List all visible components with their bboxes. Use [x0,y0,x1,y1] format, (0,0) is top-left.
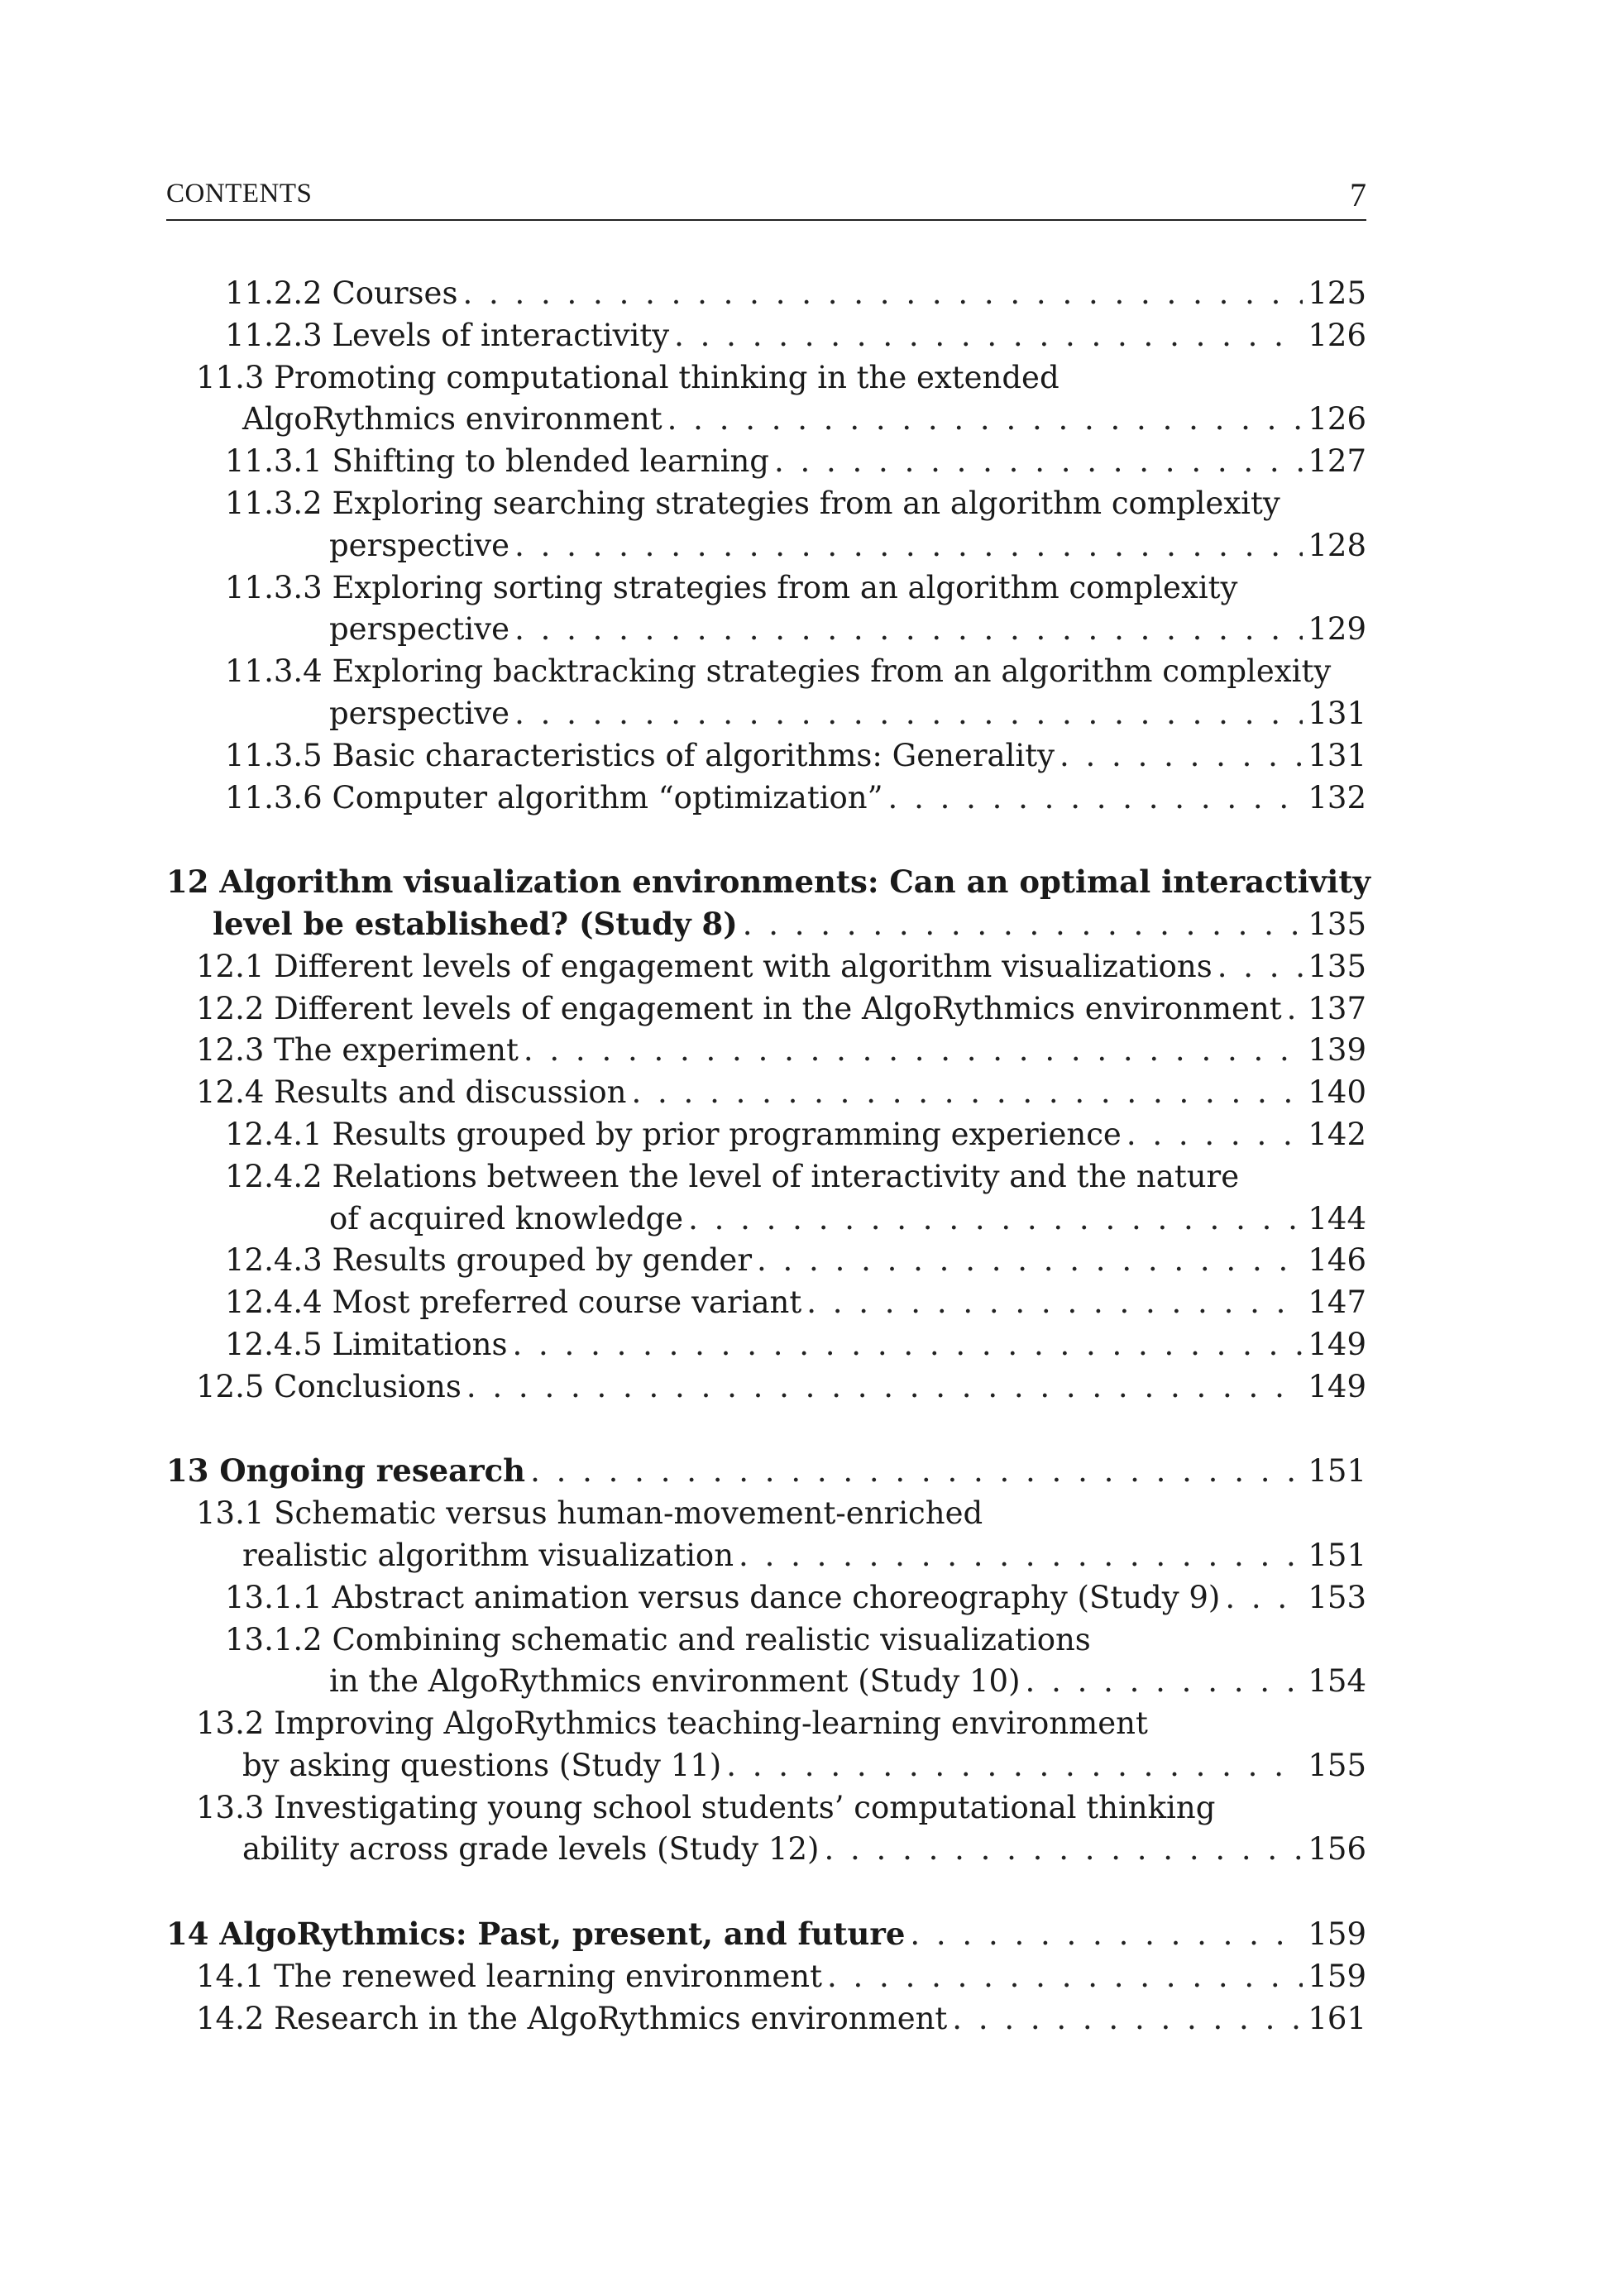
entry-number: 13.3 [196,1789,265,1825]
entry-title: The experiment [274,1032,519,1069]
entry-title: Most preferred course variant [332,1284,802,1321]
dot-leader [1287,988,1303,1031]
entry-number: 12.4 [196,1074,265,1111]
dot-leader [952,1998,1303,2040]
toc-entry-14-1[interactable] [166,1956,1366,1998]
entry-page: 125 [1308,275,1366,311]
entry-title: Levels of interactivity [332,317,670,353]
entry-page: 149 [1308,1368,1366,1404]
toc-chapter-13[interactable] [166,1450,1366,1493]
toc-entry-12-4-5[interactable] [166,1324,1366,1366]
toc-entry-11-3-2[interactable] [166,483,1366,567]
entry-title-continued: in the AlgoRythmics environment (Study 10) [329,1663,1021,1700]
toc-entry-11-3-1[interactable] [166,441,1366,483]
dot-leader [825,1829,1303,1871]
entry-number: 13.1.1 [225,1579,323,1615]
entry-page: 126 [1308,317,1366,353]
toc-entry-11-3[interactable] [166,357,1366,442]
dot-leader [514,525,1303,567]
entry-title-continued: by asking questions (Study 11) [242,1747,722,1783]
entry-number: 12.4.5 [225,1326,323,1362]
entry-title: Computer algorithm “optimization” [332,779,883,816]
toc-entry-12-4-1[interactable] [166,1114,1366,1156]
entry-title: Basic characteristics of algorithms: Generality [332,737,1055,773]
toc-entry-12-1[interactable] [166,946,1366,988]
entry-title: Research in the AlgoRythmics environment [274,2000,948,2036]
dot-leader [688,1198,1303,1241]
entry-title: Results and discussion [274,1074,627,1111]
dot-leader [743,904,1303,946]
dot-leader [910,1914,1303,1956]
entry-page: 154 [1308,1663,1366,1700]
dot-leader [1126,1114,1303,1156]
chapter-page: 159 [1308,1916,1366,1953]
entry-title: Schematic versus human-movement-enriched [274,1495,983,1532]
entry-page: 135 [1308,948,1366,984]
toc-chapter-12[interactable] [166,861,1370,946]
chapter-number: 13 [166,1452,209,1490]
entry-number: 12.5 [196,1368,265,1404]
entry-title: Results grouped by gender [332,1242,753,1279]
entry-number: 13.1.2 [225,1621,323,1657]
entry-number: 11.3.5 [225,737,323,773]
entry-title: Promoting computational thinking in the extended [274,359,1060,395]
entry-title-continued: ability across grade levels (Study 12) [242,1831,820,1868]
entry-page: 153 [1308,1579,1366,1615]
chapter-title: Ongoing research [219,1452,526,1490]
entry-page: 129 [1308,611,1366,648]
dot-leader [466,1366,1303,1409]
dot-leader [667,399,1303,441]
toc-entry-13-1[interactable] [166,1493,1366,1577]
dot-leader [462,273,1303,315]
entry-page: 132 [1308,779,1366,816]
entry-page: 131 [1308,737,1366,773]
toc-entry-12-2[interactable] [166,988,1366,1031]
dot-leader [827,1956,1303,1998]
toc-entry-13-1-2[interactable] [166,1619,1366,1704]
entry-title: Investigating young school students’ computational thinking [274,1789,1216,1825]
entry-title: Relations between the level of interactivity and the nature [332,1158,1240,1194]
dot-leader [774,441,1303,483]
page-number: 7 [1350,176,1366,213]
running-head [166,175,1366,217]
dot-leader [1225,1577,1303,1619]
entry-page: 126 [1308,401,1366,438]
entry-number: 14.1 [196,1958,265,1994]
toc-entry-11-3-4[interactable] [166,651,1366,735]
entry-title-continued: AlgoRythmics environment [242,401,662,438]
dot-leader [1217,946,1303,988]
dot-leader [757,1240,1303,1282]
chapter-page: 151 [1308,1453,1366,1490]
dot-leader [1060,735,1303,777]
entry-page: 161 [1308,2000,1366,2036]
entry-number: 11.3.3 [225,569,323,605]
toc-entry-12-5[interactable] [166,1366,1366,1409]
entry-page: 151 [1308,1537,1366,1573]
dot-leader [674,315,1303,357]
entry-page: 139 [1308,1032,1366,1069]
entry-page: 156 [1308,1831,1366,1868]
entry-number: 12.1 [196,948,265,984]
dot-leader [530,1451,1303,1493]
entry-page: 127 [1308,443,1366,480]
toc-entry-11-2-3[interactable] [166,315,1366,357]
entry-page: 146 [1308,1242,1366,1279]
chapter-page: 135 [1308,906,1366,942]
toc-entry-12-4-3[interactable] [166,1240,1366,1282]
entry-number: 12.4.2 [225,1158,323,1194]
entry-title: Different levels of engagement with algorithm visualizations [274,948,1213,984]
entry-title-continued: of acquired knowledge [329,1200,684,1236]
entry-page: 137 [1308,990,1366,1026]
entry-number: 11.2.2 [225,275,323,311]
entry-page: 155 [1308,1747,1366,1783]
entry-title: Exploring sorting strategies from an algorithm complexity [332,569,1238,605]
dot-leader [1026,1661,1303,1703]
entry-page: 131 [1308,695,1366,731]
entry-title: Different levels of engagement in the AlgoRythmics environment [274,990,1282,1026]
dot-leader [888,777,1303,820]
toc-entry-12-4-2[interactable] [166,1156,1366,1241]
entry-page: 159 [1308,1958,1366,1994]
toc-entry-14-2[interactable] [166,1998,1366,2040]
entry-number: 11.3.2 [225,485,323,521]
entry-title: Combining schematic and realistic visualizations [332,1621,1091,1657]
entry-page: 128 [1308,527,1366,563]
entry-title: Shifting to blended learning [332,443,769,480]
toc-entry-11-3-6[interactable] [166,777,1366,820]
entry-page: 149 [1308,1326,1366,1362]
entry-number: 11.2.3 [225,317,323,353]
toc-entry-13-1-1[interactable] [166,1577,1366,1619]
table-of-contents [166,273,1370,2040]
entry-page: 144 [1308,1200,1366,1236]
entry-title: Limitations [332,1326,508,1362]
dot-leader [513,1324,1303,1366]
entry-title-continued: realistic algorithm visualization [242,1537,734,1573]
entry-number: 11.3.4 [225,653,323,690]
dot-leader [739,1535,1303,1577]
entry-number: 11.3.1 [225,443,323,480]
chapter-number: 14 [166,1916,209,1953]
toc-entry-12-4-4[interactable] [166,1282,1366,1324]
entry-page: 147 [1308,1284,1366,1321]
entry-number: 12.3 [196,1032,265,1069]
toc-entry-11-2-2[interactable] [166,273,1366,315]
dot-leader [524,1030,1303,1072]
entry-number: 12.4.3 [225,1242,323,1279]
chapter-title-continued: level be established? (Study 8) [213,905,738,942]
entry-title-continued: perspective [329,611,510,648]
entry-title: Improving AlgoRythmics teaching-learning environment [274,1705,1148,1742]
dot-leader [514,609,1303,651]
toc-entry-11-3-3[interactable] [166,567,1366,652]
entry-number: 13.2 [196,1705,265,1742]
entry-number: 12.4.1 [225,1116,323,1152]
entry-number: 12.2 [196,990,265,1026]
chapter-title: Algorithm visualization environments: Can an optimal interactivity [219,863,1370,901]
header-rule [166,219,1366,221]
entry-title: The renewed learning environment [274,1958,822,1994]
toc-entry-13-3[interactable] [166,1787,1366,1872]
dot-leader [632,1072,1303,1114]
entry-title-continued: perspective [329,527,510,563]
entry-number: 13.1 [196,1495,265,1532]
entry-title: Exploring backtracking strategies from an algorithm complexity [332,653,1332,690]
entry-title: Conclusions [274,1368,462,1404]
running-head-title: CONTENTS [166,179,313,208]
entry-title-continued: perspective [329,695,510,731]
toc-entry-12-4[interactable] [166,1072,1366,1114]
entry-page: 142 [1308,1116,1366,1152]
toc-entry-13-2[interactable] [166,1703,1366,1787]
toc-entry-12-3[interactable] [166,1030,1366,1072]
entry-number: 11.3 [196,359,265,395]
entry-number: 11.3.6 [225,779,323,816]
dot-leader [726,1745,1303,1787]
chapter-title: AlgoRythmics: Past, present, and future [219,1916,906,1953]
toc-entry-11-3-5[interactable] [166,735,1366,777]
dot-leader [514,693,1303,735]
entry-title: Results grouped by prior programming experience [332,1116,1122,1152]
entry-title: Courses [332,275,458,311]
toc-chapter-14[interactable] [166,1913,1366,1956]
entry-title: Exploring searching strategies from an algorithm complexity [332,485,1280,521]
entry-page: 140 [1308,1074,1366,1111]
entry-number: 14.2 [196,2000,265,2036]
entry-title: Abstract animation versus dance choreography (Study 9) [332,1579,1221,1615]
dot-leader [806,1282,1303,1324]
chapter-number: 12 [166,863,209,901]
entry-number: 12.4.4 [225,1284,323,1321]
